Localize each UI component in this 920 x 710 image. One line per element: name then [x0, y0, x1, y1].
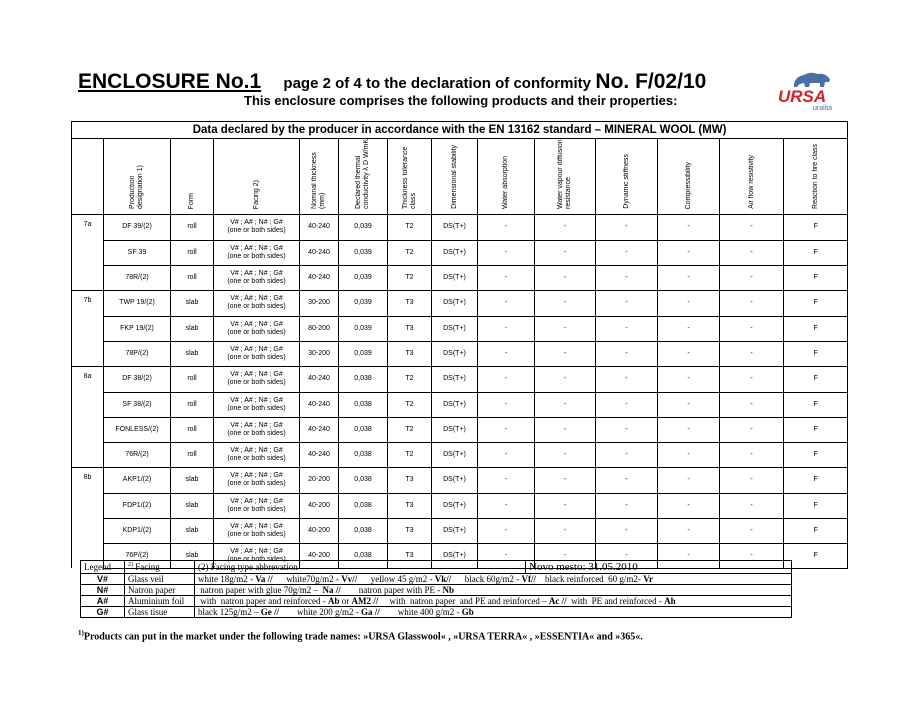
water-cell: -	[478, 518, 535, 543]
table-row	[72, 468, 848, 494]
airflow-cell: -	[720, 468, 784, 494]
enclosure-label: ENCLOSURE No.1	[78, 70, 262, 93]
dim-cell: DS(T+)	[432, 392, 478, 417]
water-cell: -	[478, 215, 535, 241]
compress-cell: -	[658, 291, 720, 317]
dim-cell: DS(T+)	[432, 543, 478, 568]
dynamic-cell: -	[596, 518, 658, 543]
thickness-cell: 80-200	[300, 316, 339, 341]
dynamic-cell: -	[596, 215, 658, 241]
column-header: Thickness tolerance class	[388, 139, 432, 215]
table-row	[72, 240, 848, 265]
legend-symbol: G#	[81, 607, 125, 618]
document-title	[78, 70, 706, 94]
water-cell: -	[478, 543, 535, 568]
form-cell: roll	[171, 240, 214, 265]
legend-row	[81, 585, 792, 596]
fire-cell: F	[784, 392, 848, 417]
vapour-cell: -	[535, 240, 596, 265]
facing-cell: V# ; A# ; N# ; G# (one or both sides)	[214, 543, 300, 568]
dim-cell: DS(T+)	[432, 240, 478, 265]
legend-symbol: N#	[81, 585, 125, 596]
table-row	[72, 291, 848, 317]
fire-cell: F	[784, 316, 848, 341]
tol-cell: T3	[388, 341, 432, 367]
vapour-cell: -	[535, 417, 596, 442]
lambda-cell: 0,039	[339, 265, 388, 291]
dim-cell: DS(T+)	[432, 316, 478, 341]
designation-cell: FKP 19/(2)	[104, 316, 171, 341]
compress-cell: -	[658, 468, 720, 494]
legend-date: Novo mesto: 31.05.2010	[526, 561, 792, 574]
form-cell: roll	[171, 392, 214, 417]
table-row	[72, 341, 848, 367]
logo-subtext: uralita	[813, 105, 833, 112]
facing-cell: V# ; A# ; N# ; G# (one or both sides)	[214, 265, 300, 291]
vapour-cell: -	[535, 493, 596, 518]
group-cell	[72, 341, 104, 367]
dynamic-cell: -	[596, 543, 658, 568]
lambda-cell: 0,038	[339, 367, 388, 393]
group-cell	[72, 417, 104, 442]
airflow-cell: -	[720, 417, 784, 442]
dynamic-cell: -	[596, 442, 658, 468]
designation-cell: KDP1/(2)	[104, 518, 171, 543]
facing-cell: V# ; A# ; N# ; G# (one or both sides)	[214, 240, 300, 265]
legend-description: white 18g/m2 - Va // white70g/m2 - Vv// yellow 45 g/m2 - Vk// black 60g/m2 - Vf// black reinforced 60 g/m2- Vr	[195, 574, 792, 585]
dim-cell: DS(T+)	[432, 493, 478, 518]
vapour-cell: -	[535, 291, 596, 317]
logo-brand: URSA	[778, 87, 827, 106]
dynamic-cell: -	[596, 392, 658, 417]
table-row	[72, 265, 848, 291]
compress-cell: -	[658, 543, 720, 568]
water-cell: -	[478, 341, 535, 367]
vapour-cell: -	[535, 442, 596, 468]
form-cell: slab	[171, 543, 214, 568]
compress-cell: -	[658, 215, 720, 241]
tol-cell: T3	[388, 316, 432, 341]
airflow-cell: -	[720, 240, 784, 265]
lambda-cell: 0,038	[339, 392, 388, 417]
table-row	[72, 367, 848, 393]
table-row	[72, 493, 848, 518]
table-row	[72, 518, 848, 543]
tol-cell: T2	[388, 367, 432, 393]
airflow-cell: -	[720, 291, 784, 317]
column-header: Facing 2)	[214, 139, 300, 215]
column-header: Form	[171, 139, 214, 215]
compress-cell: -	[658, 367, 720, 393]
tol-cell: T3	[388, 518, 432, 543]
vapour-cell: -	[535, 518, 596, 543]
dim-cell: DS(T+)	[432, 417, 478, 442]
lambda-cell: 0,038	[339, 442, 388, 468]
tol-cell: T2	[388, 215, 432, 241]
footnote: $^{1)}$Products can put in the market under the following trade names: »URSA Glasswool« , »URSA TERRA« , »ESSENTIA« and »365«.	[78, 629, 643, 643]
dynamic-cell: -	[596, 493, 658, 518]
designation-cell: 76P/(2)	[104, 543, 171, 568]
tol-cell: T2	[388, 442, 432, 468]
water-cell: -	[478, 367, 535, 393]
legend-abbrev: (2) Facing type abbrevation	[195, 561, 526, 574]
vapour-cell: -	[535, 215, 596, 241]
water-cell: -	[478, 265, 535, 291]
tol-cell: T2	[388, 417, 432, 442]
group-cell	[72, 518, 104, 543]
group-cell	[72, 493, 104, 518]
dynamic-cell: -	[596, 367, 658, 393]
lambda-cell: 0,038	[339, 493, 388, 518]
legend-name: Glass veil	[125, 574, 195, 585]
lambda-cell: 0,038	[339, 417, 388, 442]
legend-row	[81, 607, 792, 618]
facing-cell: V# ; A# ; N# ; G# (one or both sides)	[214, 392, 300, 417]
group-cell	[72, 392, 104, 417]
designation-cell: TWP 19/(2)	[104, 291, 171, 317]
compress-cell: -	[658, 316, 720, 341]
fire-cell: F	[784, 468, 848, 494]
airflow-cell: -	[720, 442, 784, 468]
compress-cell: -	[658, 265, 720, 291]
form-cell: roll	[171, 215, 214, 241]
designation-cell: 76R/(2)	[104, 442, 171, 468]
fire-cell: F	[784, 543, 848, 568]
form-cell: roll	[171, 417, 214, 442]
dynamic-cell: -	[596, 316, 658, 341]
group-column-header	[72, 139, 104, 215]
tol-cell: T3	[388, 468, 432, 494]
fire-cell: F	[784, 240, 848, 265]
column-header: Air flow resistivity	[720, 139, 784, 215]
legend-row	[81, 596, 792, 607]
dynamic-cell: -	[596, 265, 658, 291]
fire-cell: F	[784, 341, 848, 367]
facing-cell: V# ; A# ; N# ; G# (one or both sides)	[214, 215, 300, 241]
legend-name: Glass tisue	[125, 607, 195, 618]
dynamic-cell: -	[596, 341, 658, 367]
vapour-cell: -	[535, 367, 596, 393]
table-body	[72, 215, 848, 569]
facing-cell: V# ; A# ; N# ; G# (one or both sides)	[214, 518, 300, 543]
airflow-cell: -	[720, 543, 784, 568]
compress-cell: -	[658, 240, 720, 265]
airflow-cell: -	[720, 518, 784, 543]
lambda-cell: 0,039	[339, 240, 388, 265]
table-row	[72, 392, 848, 417]
airflow-cell: -	[720, 493, 784, 518]
airflow-cell: -	[720, 341, 784, 367]
group-cell: 8b	[72, 468, 104, 494]
column-header: Nominal thickness (mm)	[300, 139, 339, 215]
form-cell: slab	[171, 518, 214, 543]
water-cell: -	[478, 442, 535, 468]
group-cell: 8a	[72, 367, 104, 393]
legend-description: with natron paper and reinforced - Ab or AM2 // with natron paper and PE and reinforced – Ac // with PE and reinforced - Ah	[195, 596, 792, 607]
fire-cell: F	[784, 493, 848, 518]
tol-cell: T2	[388, 265, 432, 291]
document-subtitle: This enclosure comprises the following products and their properties:	[244, 93, 678, 108]
facing-cell: V# ; A# ; N# ; G# (one or both sides)	[214, 316, 300, 341]
legend-description: natron paper with glue 70g/m2 – Na // natron paper with PE - Nb	[195, 585, 792, 596]
dim-cell: DS(T+)	[432, 291, 478, 317]
compress-cell: -	[658, 518, 720, 543]
table-row	[72, 215, 848, 241]
dynamic-cell: -	[596, 291, 658, 317]
legend-name: Aluminium foil	[125, 596, 195, 607]
compress-cell: -	[658, 341, 720, 367]
facing-cell: V# ; A# ; N# ; G# (one or both sides)	[214, 493, 300, 518]
tol-cell: T3	[388, 543, 432, 568]
form-cell: slab	[171, 316, 214, 341]
designation-cell: DF 39/(2)	[104, 215, 171, 241]
designation-cell: SF 39	[104, 240, 171, 265]
facing-cell: V# ; A# ; N# ; G# (one or both sides)	[214, 341, 300, 367]
dim-cell: DS(T+)	[432, 468, 478, 494]
thickness-cell: 40-200	[300, 543, 339, 568]
thickness-cell: 40-200	[300, 493, 339, 518]
column-header: Water absorption	[478, 139, 535, 215]
water-cell: -	[478, 417, 535, 442]
thickness-cell: 20-200	[300, 468, 339, 494]
lambda-cell: 0,039	[339, 291, 388, 317]
group-cell	[72, 316, 104, 341]
group-cell	[72, 240, 104, 265]
form-cell: roll	[171, 442, 214, 468]
table-row	[72, 417, 848, 442]
table-row	[72, 316, 848, 341]
legend-table	[80, 560, 792, 618]
thickness-cell: 40-240	[300, 392, 339, 417]
thickness-cell: 40-240	[300, 240, 339, 265]
thickness-cell: 40-240	[300, 442, 339, 468]
ursa-logo	[778, 70, 840, 114]
facing-cell: V# ; A# ; N# ; G# (one or both sides)	[214, 442, 300, 468]
declaration-number: No. F/02/10	[595, 70, 707, 93]
thickness-cell: 40-240	[300, 367, 339, 393]
dim-cell: DS(T+)	[432, 367, 478, 393]
lambda-cell: 0,038	[339, 468, 388, 494]
legend-description: black 125g/m2 – Ge // white 200 g/m2 - Ga // white 400 g/m2 - Gb	[195, 607, 792, 618]
designation-cell: DF 38/(2)	[104, 367, 171, 393]
thickness-cell: 30-200	[300, 341, 339, 367]
thickness-cell: 40-240	[300, 215, 339, 241]
designation-cell: FDP1/(2)	[104, 493, 171, 518]
vapour-cell: -	[535, 341, 596, 367]
group-cell	[72, 265, 104, 291]
vapour-cell: -	[535, 265, 596, 291]
designation-cell: FONLESS/(2)	[104, 417, 171, 442]
dynamic-cell: -	[596, 417, 658, 442]
legend-label: Legend	[81, 561, 125, 574]
form-cell: roll	[171, 265, 214, 291]
form-cell: slab	[171, 468, 214, 494]
thickness-cell: 30-200	[300, 291, 339, 317]
fire-cell: F	[784, 417, 848, 442]
dim-cell: DS(T+)	[432, 442, 478, 468]
group-cell	[72, 442, 104, 468]
vapour-cell: -	[535, 392, 596, 417]
tol-cell: T2	[388, 392, 432, 417]
product-table	[71, 121, 848, 569]
declaration-text: page 2 of 4 to the declaration of conformity	[283, 75, 591, 92]
fire-cell: F	[784, 291, 848, 317]
compress-cell: -	[658, 442, 720, 468]
water-cell: -	[478, 240, 535, 265]
dim-cell: DS(T+)	[432, 341, 478, 367]
dynamic-cell: -	[596, 468, 658, 494]
legend-symbol: A#	[81, 596, 125, 607]
thickness-cell: 40-240	[300, 417, 339, 442]
water-cell: -	[478, 316, 535, 341]
water-cell: -	[478, 468, 535, 494]
tol-cell: T3	[388, 291, 432, 317]
dim-cell: DS(T+)	[432, 518, 478, 543]
legend-name: Natron paper	[125, 585, 195, 596]
form-cell: slab	[171, 291, 214, 317]
airflow-cell: -	[720, 367, 784, 393]
column-header: Production designation 1)	[104, 139, 171, 215]
airflow-cell: -	[720, 265, 784, 291]
group-cell: 7b	[72, 291, 104, 317]
airflow-cell: -	[720, 392, 784, 417]
form-cell: slab	[171, 341, 214, 367]
column-header: Water vapour diffusion resistance	[535, 139, 596, 215]
tol-cell: T3	[388, 493, 432, 518]
facing-cell: V# ; A# ; N# ; G# (one or both sides)	[214, 417, 300, 442]
lambda-cell: 0,039	[339, 215, 388, 241]
dim-cell: DS(T+)	[432, 215, 478, 241]
designation-cell: SF 38/(2)	[104, 392, 171, 417]
table-row	[72, 442, 848, 468]
column-header: Declared thermal conductivity λ D W/mK	[339, 139, 388, 215]
designation-cell: 78P/(2)	[104, 341, 171, 367]
column-header: Reaction to fire class	[784, 139, 848, 215]
dynamic-cell: -	[596, 240, 658, 265]
thickness-cell: 40-240	[300, 265, 339, 291]
column-headers	[72, 139, 848, 215]
fire-cell: F	[784, 265, 848, 291]
lambda-cell: 0,039	[339, 341, 388, 367]
group-cell: 7a	[72, 215, 104, 241]
facing-cell: V# ; A# ; N# ; G# (one or both sides)	[214, 291, 300, 317]
lambda-cell: 0,038	[339, 543, 388, 568]
thickness-cell: 40-200	[300, 518, 339, 543]
fire-cell: F	[784, 442, 848, 468]
lambda-cell: 0,039	[339, 316, 388, 341]
water-cell: -	[478, 392, 535, 417]
facing-cell: V# ; A# ; N# ; G# (one or both sides)	[214, 367, 300, 393]
legend-body	[81, 574, 792, 618]
water-cell: -	[478, 291, 535, 317]
form-cell: roll	[171, 367, 214, 393]
column-header: Dynamic stiffness	[596, 139, 658, 215]
form-cell: slab	[171, 493, 214, 518]
airflow-cell: -	[720, 316, 784, 341]
dim-cell: DS(T+)	[432, 265, 478, 291]
compress-cell: -	[658, 417, 720, 442]
tol-cell: T2	[388, 240, 432, 265]
compress-cell: -	[658, 493, 720, 518]
fire-cell: F	[784, 518, 848, 543]
vapour-cell: -	[535, 316, 596, 341]
legend-symbol: V#	[81, 574, 125, 585]
legend-row	[81, 574, 792, 585]
facing-cell: V# ; A# ; N# ; G# (one or both sides)	[214, 468, 300, 494]
fire-cell: F	[784, 367, 848, 393]
airflow-cell: -	[720, 215, 784, 241]
column-header: Compressibility	[658, 139, 720, 215]
designation-cell: 78R/(2)	[104, 265, 171, 291]
vapour-cell: -	[535, 543, 596, 568]
legend-facing: $^{2)}$ Facing	[125, 561, 195, 574]
table-header: Data declared by the producer in accordance with the EN 13162 standard – MINERAL WOOL (MW)	[72, 122, 848, 139]
water-cell: -	[478, 493, 535, 518]
designation-cell: AKP1/(2)	[104, 468, 171, 494]
compress-cell: -	[658, 392, 720, 417]
column-header: Dimensional stability	[432, 139, 478, 215]
fire-cell: F	[784, 215, 848, 241]
lambda-cell: 0,038	[339, 518, 388, 543]
vapour-cell: -	[535, 468, 596, 494]
